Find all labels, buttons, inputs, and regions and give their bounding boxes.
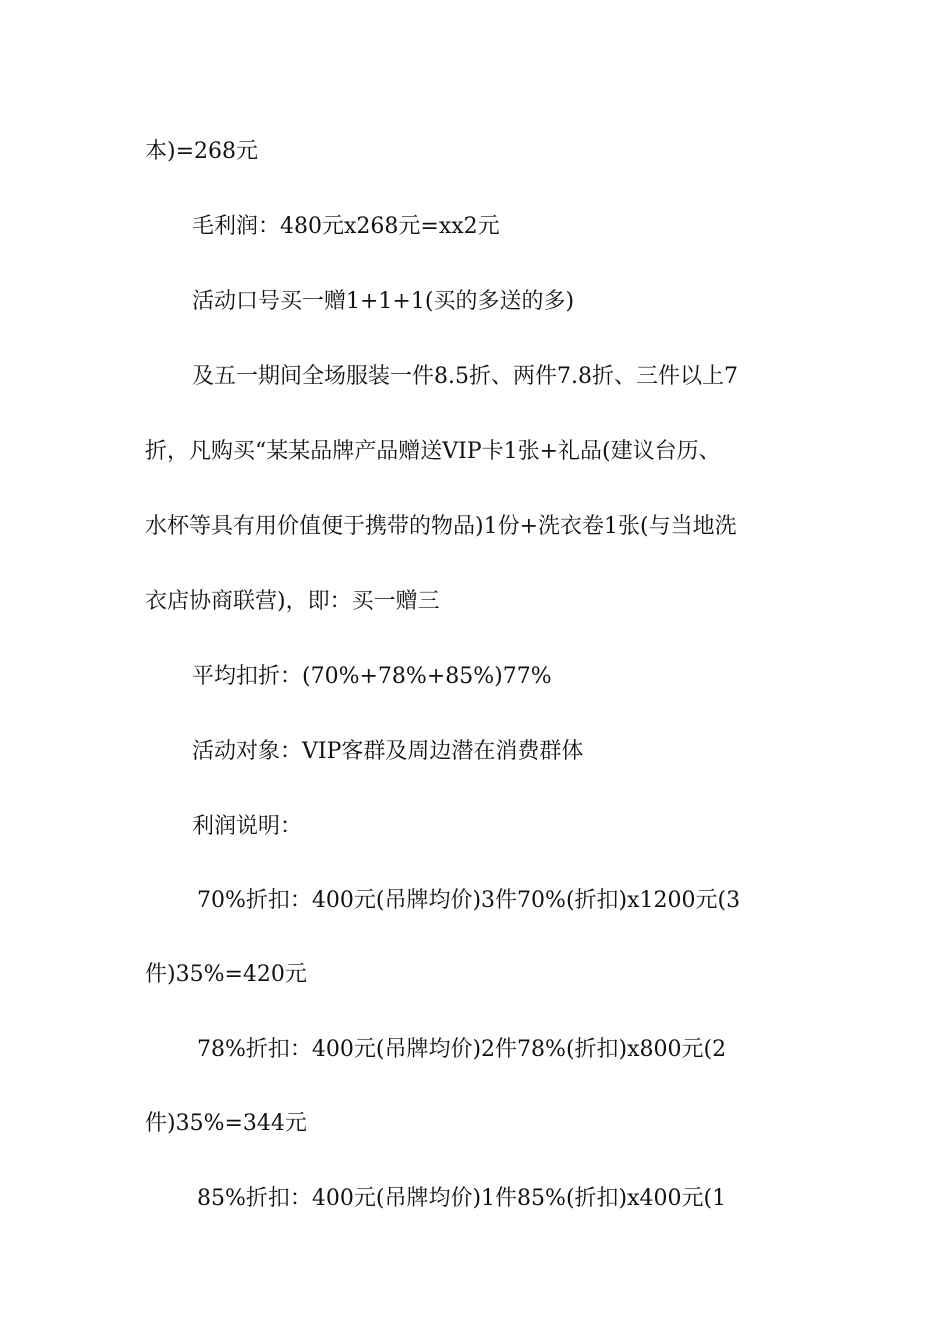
text-line-average-discount: 平均扣折：(70%+78%+85%)77% [192,664,552,689]
text-line-profit-heading: 利润说明： [192,814,303,839]
text-line-target-audience: 活动对象：VIP客群及周边潜在消费群体 [192,739,584,764]
text-line-profit-70-result: 件)35%=420元 [145,962,307,987]
text-line-cost-total: 本)=268元 [145,139,259,164]
text-line-profit-78: 78%折扣：400元(吊牌均价)2件78%(折扣)x800元(2 [197,1037,727,1062]
text-line-gross-profit: 毛利润：480元x268元=xx2元 [192,214,500,239]
text-line-buy-one-get-three: 衣店协商联营)，即：买一赠三 [145,589,440,614]
text-line-profit-85: 85%折扣：400元(吊牌均价)1件85%(折扣)x400元(1 [197,1186,727,1211]
text-line-profit-70: 70%折扣：400元(吊牌均价)3件70%(折扣)x1200元(3 [197,888,741,913]
text-line-profit-78-result: 件)35%=344元 [145,1111,307,1136]
text-line-vip-gift: 折，凡购买“某某品牌产品赠送VIP卡1张+礼品(建议台历、 [145,439,721,464]
text-line-slogan: 活动口号买一赠1+1+1(买的多送的多) [192,289,575,314]
text-line-discount-rules: 及五一期间全场服装一件8.5折、两件7.8折、三件以上7 [192,364,738,389]
text-line-gift-items: 水杯等具有用价值便于携带的物品)1份+洗衣卷1张(与当地洗 [145,514,737,539]
